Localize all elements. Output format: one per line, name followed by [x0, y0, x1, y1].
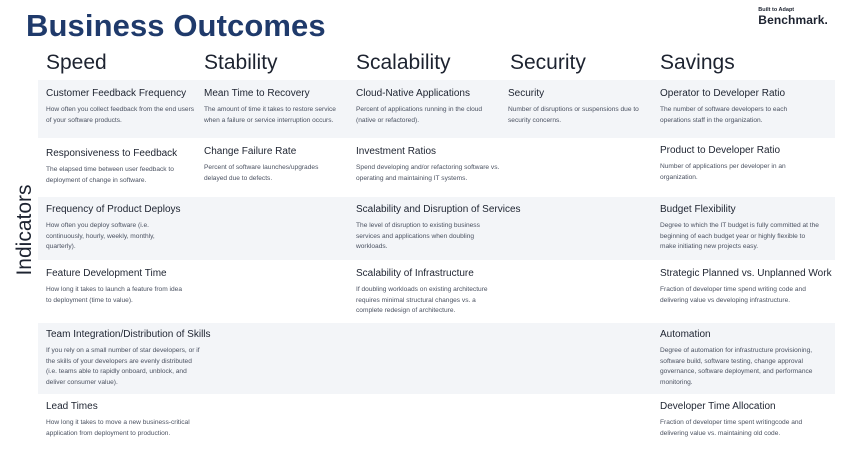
indicator-description: Percent of applications running in the cloud (native or refactored). [356, 106, 483, 124]
indicators-label: Indicators [13, 184, 36, 276]
indicator-cell [660, 87, 810, 126]
indicator-cell [46, 267, 186, 306]
indicator-title: Automation [660, 329, 711, 340]
indicator-title: Cloud-Native Applications [356, 88, 470, 99]
benchmark-logo [758, 7, 828, 27]
indicator-description: How often you collect feedback from the end users of your software products. [46, 106, 195, 124]
indicator-title: Developer Time Allocation [660, 401, 776, 412]
indicator-title: Team Integration/Distribution of Skills [46, 329, 211, 340]
indicator-title: Lead Times [46, 401, 98, 412]
indicator-title: Investment Ratios [356, 146, 437, 157]
indicator-description: How long it takes to move a new business-critical application from deployment to production. [46, 419, 190, 437]
indicator-title: Scalability of Infrastructure [356, 268, 474, 279]
indicator-description: How long it takes to launch a feature from idea to deployment (time to value). [46, 286, 182, 304]
column-heading-stability: Stability [204, 51, 278, 74]
logo-brand: Benchmark. [758, 13, 828, 27]
indicator-description: If doubling workloads on existing architecture requires minimal structural changes vs. a complete redesign of architecture. [356, 286, 488, 314]
indicator-title: Customer Feedback Frequency [46, 88, 187, 99]
indicator-description: Percent of software launches/upgrades delayed due to defects. [204, 164, 319, 182]
indicator-title: Budget Flexibility [660, 204, 736, 215]
indicator-title: Mean Time to Recovery [204, 88, 310, 99]
indicator-cell [508, 87, 648, 126]
indicator-cell [46, 400, 196, 439]
indicator-title: Security [508, 88, 545, 99]
column-heading-savings: Savings [660, 51, 735, 74]
column-heading-security: Security [510, 51, 586, 74]
indicator-cell [356, 87, 501, 126]
indicator-title: Responsiveness to Feedback [46, 148, 178, 159]
indicator-cell [660, 267, 832, 306]
column-heading-scalability: Scalability [356, 51, 451, 74]
indicator-cell [46, 203, 181, 253]
indicator-cell [356, 145, 501, 184]
indicator-title: Strategic Planned vs. Unplanned Work [660, 268, 832, 279]
indicator-description: The amount of time it takes to restore service when a failure or service interruption occurs. [204, 106, 336, 124]
indicator-title: Frequency of Product Deploys [46, 204, 181, 215]
indicator-description: The level of disruption to existing business services and applications when doubling workloads. [356, 222, 480, 250]
indicator-description: Fraction of developer time spent writingcode and delivering value vs. maintaining old code. [660, 419, 803, 437]
indicator-cell [46, 328, 211, 388]
indicator-description: The number of software developers to each operations staff in the organization. [660, 106, 788, 124]
indicator-cell [660, 328, 828, 388]
indicator-cell [46, 87, 196, 126]
indicator-cell [660, 203, 820, 253]
indicator-description: If you rely on a small number of star developers, or if the skills of your developers are evenly distributed (i.e. teams able to rapidly onboard, unblock, and deliver consumer value). [46, 347, 200, 386]
indicator-title: Change Failure Rate [204, 146, 297, 157]
indicator-description: Degree to which the IT budget is fully committed at the beginning of each budget year or highly flexible to make initiating new projects easy. [660, 222, 819, 250]
indicator-cell [660, 144, 805, 183]
indicator-cell [356, 203, 521, 253]
indicator-description: Degree of automation for infrastructure provisioning, software build, software testing, change approval governance, software deployment, and performance monitoring. [660, 347, 813, 386]
indicator-description: How often you deploy software (i.e. continuously, hourly, weekly, monthly, quarterly). [46, 222, 155, 250]
logo-tagline: Built to Adapt [758, 7, 795, 13]
indicator-description: Number of disruptions or suspensions due to security concerns. [508, 106, 639, 124]
indicator-description: Spend developing and/or refactoring software vs. operating and maintaining IT systems. [356, 164, 500, 182]
indicator-title: Scalability and Disruption of Services [356, 204, 521, 215]
indicator-cell [204, 87, 352, 126]
indicator-cell [356, 267, 501, 317]
page-title: Business Outcomes [26, 8, 326, 43]
indicator-cell [204, 145, 334, 184]
indicator-title: Operator to Developer Ratio [660, 88, 786, 99]
indicator-cell [660, 400, 810, 439]
indicator-title: Feature Development Time [46, 268, 167, 279]
indicator-description: Number of applications per developer in an organization. [660, 163, 786, 181]
indicator-cell [46, 147, 191, 186]
column-heading-speed: Speed [46, 51, 107, 74]
indicator-title: Product to Developer Ratio [660, 145, 781, 156]
indicator-description: Fraction of developer time spend writing code and delivering value vs developing infrastructure. [660, 286, 806, 304]
indicator-description: The elapsed time between user feedback to deployment of change in software. [46, 166, 174, 184]
